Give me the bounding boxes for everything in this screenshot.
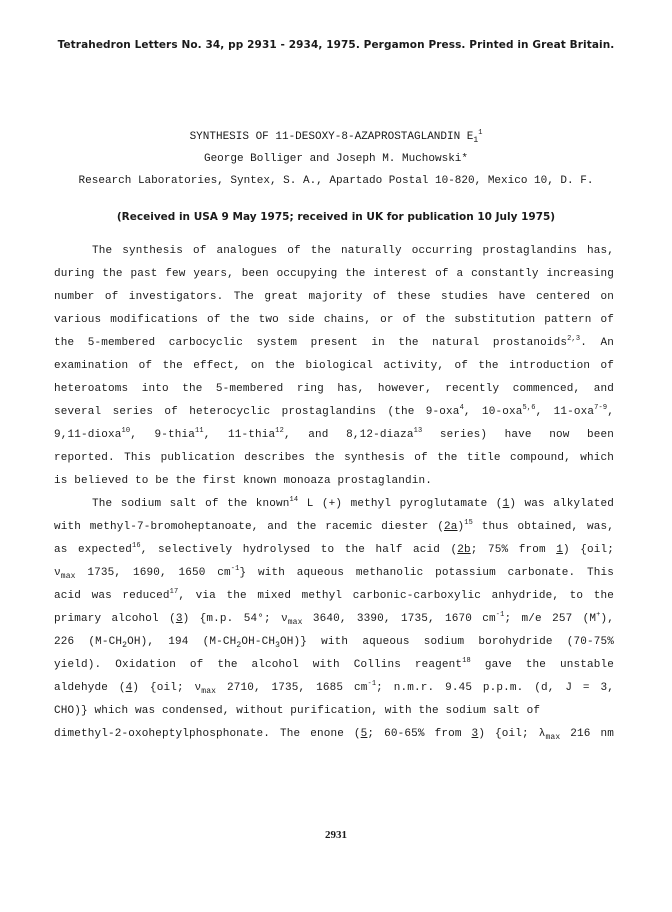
text-line: with methyl-7-bromoheptanoate, and the racemic diester $(2a)^{15}$ thus obtained, was, <box>54 519 614 533</box>
text-line: reported. This publication describes the synthesis of the title compound, which <box>54 452 614 464</box>
compound-ref: 3 <box>471 728 479 740</box>
compound-ref: 2a <box>444 521 458 533</box>
text-line: aldehyde (4) {oil; $\nu_{max}$ 2710, 1735, 1685 $cm^{-1}$; n.m.r. 9.45 p.p.m. (d, J = 3, <box>54 680 614 696</box>
text-line: primary alcohol (3) {m.p. 54°; $\nu_{max}$ 3640, 3390, 1735, 1670 $cm^{-1}$; m/e 257 (M+), <box>54 611 614 627</box>
affiliation: Research Laboratories, Syntex, S. A., Apartado Postal 10-820, Mexico 10, D. F. <box>78 175 594 187</box>
compound-ref: 1 <box>556 544 564 556</box>
text-line: several series of heterocyclic prostaglandins (the 9-oxa$^4$, 10-oxa$^{5,6}$, 11-oxa$^{7-9}$, <box>54 404 614 418</box>
compound-ref: 2b <box>457 544 471 556</box>
text-line: number of investigators. The great majority of these studies have centered on <box>54 291 614 303</box>
text-line: is believed to be the first known monoaza prostaglandin. <box>54 475 433 487</box>
text-line: examination of the effect, on the biological activity, of the introduction of <box>54 360 614 372</box>
text-line: CHO)} which was condensed, without purification, with the sodium salt of <box>54 705 541 717</box>
text-line: various modifications of the two side chains, or of the substitution pattern of <box>54 314 614 326</box>
compound-ref: 4 <box>125 682 133 694</box>
article-title: SYNTHESIS OF 11-DESOXY-8-AZAPROSTAGLANDIN $E_1^1$ <box>189 129 483 145</box>
text-line: dimethyl-2-oxoheptylphosphonate. The enone (5; 60-65% from 3) {oil; $\lambda_{max}$ 216 nm <box>54 728 615 742</box>
text-line: acid was reduced$^{17}$, via the mixed methyl carbonic-carboxylic anhydride, to the <box>54 588 614 602</box>
text-line: The synthesis of analogues of the naturally occurring prostaglandins has, <box>92 245 614 257</box>
text-line: heteroatoms into the 5-membered ring has, however, recently commenced, and <box>54 383 614 395</box>
author-list: George Bolliger and Joseph M. Muchowski* <box>203 153 469 165</box>
received-dates: (Received in USA 9 May 1975; received in UK for publication 10 July 1975) <box>116 211 556 223</box>
text-line: 226 $(M-CH_2OH)$, 194 $(M-CH_2OH-CH_3OH)$} with aqueous sodium borohydride (70-75% <box>54 636 614 650</box>
text-line: during the past few years, been occupying the interest of a constantly increasing <box>54 268 614 280</box>
text-line: the 5-membered carbocyclic system present in the natural prostanoids$^{2,3}$. An <box>54 335 614 349</box>
page-number: 2931 <box>325 829 347 841</box>
compound-ref: 1 <box>502 498 510 510</box>
journal-header: Tetrahedron Letters No. 34, pp 2931 - 2934, 1975. Pergamon Press. Printed in Great Britain. <box>57 39 615 51</box>
text-line: as expected$^{16}$, selectively hydrolysed to the half acid (2b; 75% from 1) {oil; <box>54 542 615 556</box>
text-line: 9,11-dioxa$^{10}$, 9-thia$^{11}$, 11-thia$^{12}$, and 8,12-diaza$^{13}$ series) have now been <box>54 427 615 441</box>
text-line: yield). Oxidation of the alcohol with Collins reagent$^{18}$ gave the unstable <box>54 657 614 671</box>
compound-ref: 3 <box>175 613 183 625</box>
text-line: The sodium salt of the known$^{14}$ L (+) methyl pyroglutamate (1) was alkylated <box>92 496 614 510</box>
text-line: $\nu_{max}$ 1735, 1690, 1650 $cm^{-1}$} with aqueous methanolic potassium carbonate. This <box>54 565 614 581</box>
compound-ref: 5 <box>360 728 368 740</box>
